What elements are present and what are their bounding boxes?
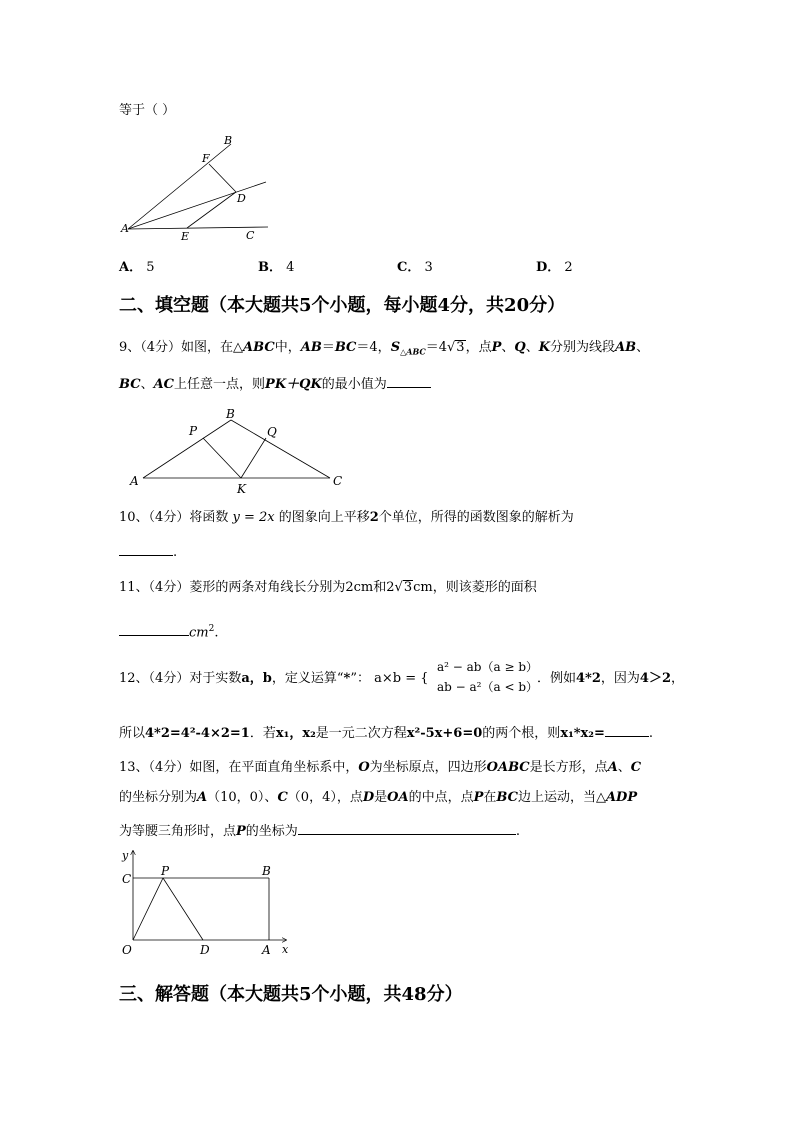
q8-option-b[interactable]: B． 4 bbox=[258, 260, 295, 275]
q8-option-c[interactable]: C． 3 bbox=[397, 260, 433, 275]
q13-line-3: 为等腰三角形时，点P的坐标为 . bbox=[119, 820, 520, 841]
q9-label-p: P bbox=[189, 424, 198, 438]
q9-figure bbox=[122, 402, 352, 497]
q10-answer-blank[interactable] bbox=[119, 541, 173, 556]
q12-line-2: 所以4*2=4²-4×2=1．若x₁，x₂是一元二次方程x²-5x+6=0的两个根，则x₁*x₂= . bbox=[119, 722, 653, 743]
q13-label-a: A bbox=[262, 943, 271, 957]
q13-line-1: 13、（4分）如图，在平面直角坐标系中，O为坐标原点，四边形OABC是长方形，点A、C bbox=[119, 760, 642, 775]
q8-label-a: A bbox=[121, 222, 129, 235]
q13-label-x: x bbox=[282, 943, 289, 956]
q13-label-b: B bbox=[262, 864, 271, 878]
q10-line-1: 10、（4分）将函数 y = 2x 的图象向上平移2个单位，所得的函数图象的解析为 bbox=[119, 510, 574, 525]
q11-line-2: $cm^2$. bbox=[119, 620, 218, 642]
q11-answer-blank[interactable] bbox=[119, 621, 189, 636]
q12-case-1: a² − ab（a ≥ b） bbox=[437, 660, 539, 674]
q8-figure bbox=[118, 128, 278, 243]
q8-label-f: F bbox=[202, 152, 210, 165]
q8-label-b: B bbox=[224, 134, 233, 147]
q8-option-a[interactable]: A． 5 bbox=[119, 260, 155, 275]
q13-label-p: P bbox=[161, 864, 170, 878]
q9-label-q: Q bbox=[267, 425, 277, 439]
q12-cases bbox=[437, 657, 538, 697]
q9-answer-blank[interactable] bbox=[387, 373, 431, 388]
q8-label-e: E bbox=[181, 230, 190, 243]
q13-label-o: O bbox=[122, 943, 132, 957]
q9-line-2: BC、AC上任意一点，则PK＋QK的最小值为 bbox=[119, 373, 431, 394]
q9-label-k: K bbox=[237, 482, 246, 496]
q9-line-1: 9、（4分）如图，在△ABC中，AB＝BC＝4，$S_{\triangle ABC}=4√3$，点P、Q、K分别为线段AB、 bbox=[119, 340, 650, 357]
section-3-title: 三、解答题（本大题共5个小题，共48分） bbox=[119, 984, 463, 1005]
q9-label-a: A bbox=[130, 474, 139, 488]
q13-label-d: D bbox=[200, 943, 210, 957]
q8-stem-tail: 等于（ ） bbox=[119, 103, 176, 118]
q11-line-1: 11、（4分）菱形的两条对角线长分别为2cm和2√3cm，则该菱形的面积 bbox=[119, 580, 537, 595]
q12-answer-blank[interactable] bbox=[605, 722, 649, 737]
q12-line-1-b: ．例如4*2，因为4＞2， bbox=[537, 671, 685, 686]
q13-label-c: C bbox=[122, 872, 132, 886]
q13-label-y: y bbox=[122, 849, 129, 862]
q9-label-c: C bbox=[333, 474, 343, 488]
q13-figure bbox=[116, 845, 301, 960]
q13-answer-blank[interactable] bbox=[298, 820, 516, 835]
q12-case-2: ab − a²（a < b） bbox=[437, 680, 539, 694]
q9-label-b: B bbox=[226, 407, 235, 421]
q8-label-c: C bbox=[246, 229, 255, 242]
section-2-title: 二、填空题（本大题共5个小题，每小题4分，共20分） bbox=[119, 295, 566, 316]
q8-label-d: D bbox=[237, 192, 246, 205]
q12-line-1-a: 12、（4分）对于实数a，b，定义运算“*”： a⨯b = { bbox=[119, 671, 429, 686]
q10-line-2: . bbox=[119, 541, 177, 562]
q13-line-2: 的坐标分别为A（10，0）、C（0，4），点D是OA的中点，点P在BC边上运动，当△ADP bbox=[119, 790, 638, 805]
q8-option-d[interactable]: D． 2 bbox=[536, 260, 573, 275]
